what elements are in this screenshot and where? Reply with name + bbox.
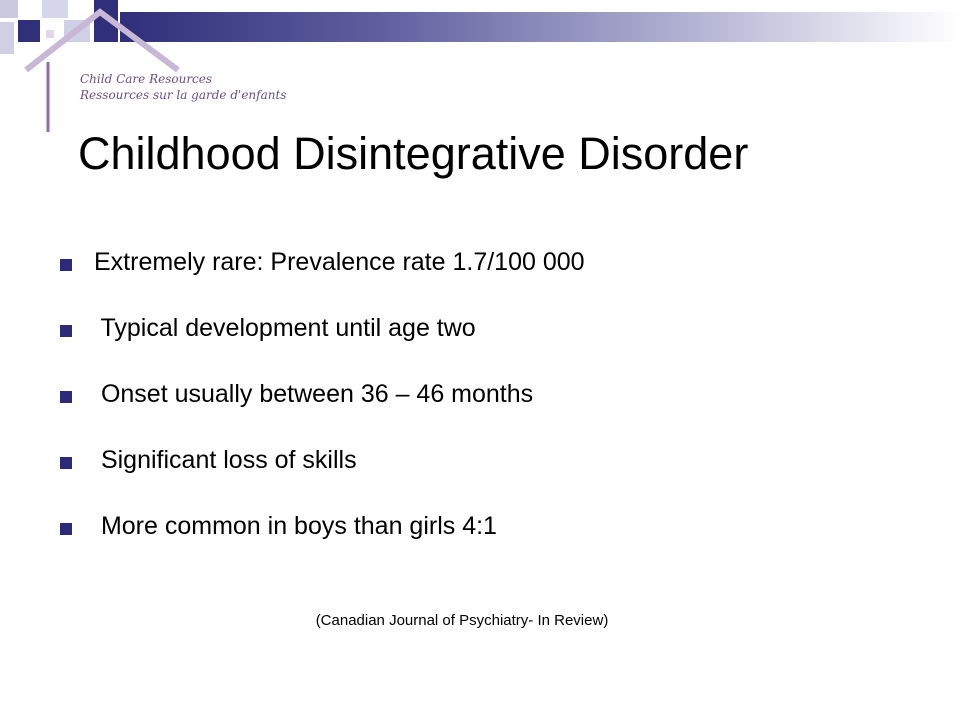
square-bullet-icon <box>60 523 72 535</box>
bullet-text: Extremely rare: Prevalence rate 1.7/100 000 <box>94 248 585 276</box>
bullet-text: More common in boys than girls 4:1 <box>94 512 497 540</box>
list-item <box>60 380 585 446</box>
house-logo-icon <box>20 0 250 135</box>
square-bullet-icon <box>60 259 72 271</box>
square-bullet-icon <box>60 391 72 403</box>
square-bullet-icon <box>60 457 72 469</box>
bullet-list <box>60 248 585 578</box>
citation: (Canadian Journal of Psychiatry- In Review) <box>315 612 609 629</box>
decor-square <box>0 22 14 54</box>
logo <box>20 0 287 135</box>
bullet-text: Significant loss of skills <box>94 446 357 474</box>
square-bullet-icon <box>60 325 72 337</box>
logo-text-french: Ressources sur la garde d'enfants <box>80 88 287 102</box>
bullet-text: Onset usually between 36 – 46 months <box>94 380 534 408</box>
list-item <box>60 248 585 314</box>
list-item <box>60 446 585 512</box>
logo-text-english: Child Care Resources <box>80 72 213 86</box>
list-item <box>60 314 585 380</box>
decor-square <box>0 0 18 18</box>
slide-title: Childhood Disintegrative Disorder <box>78 128 749 179</box>
list-item <box>60 512 585 578</box>
bullet-text: Typical development until age two <box>94 314 476 342</box>
